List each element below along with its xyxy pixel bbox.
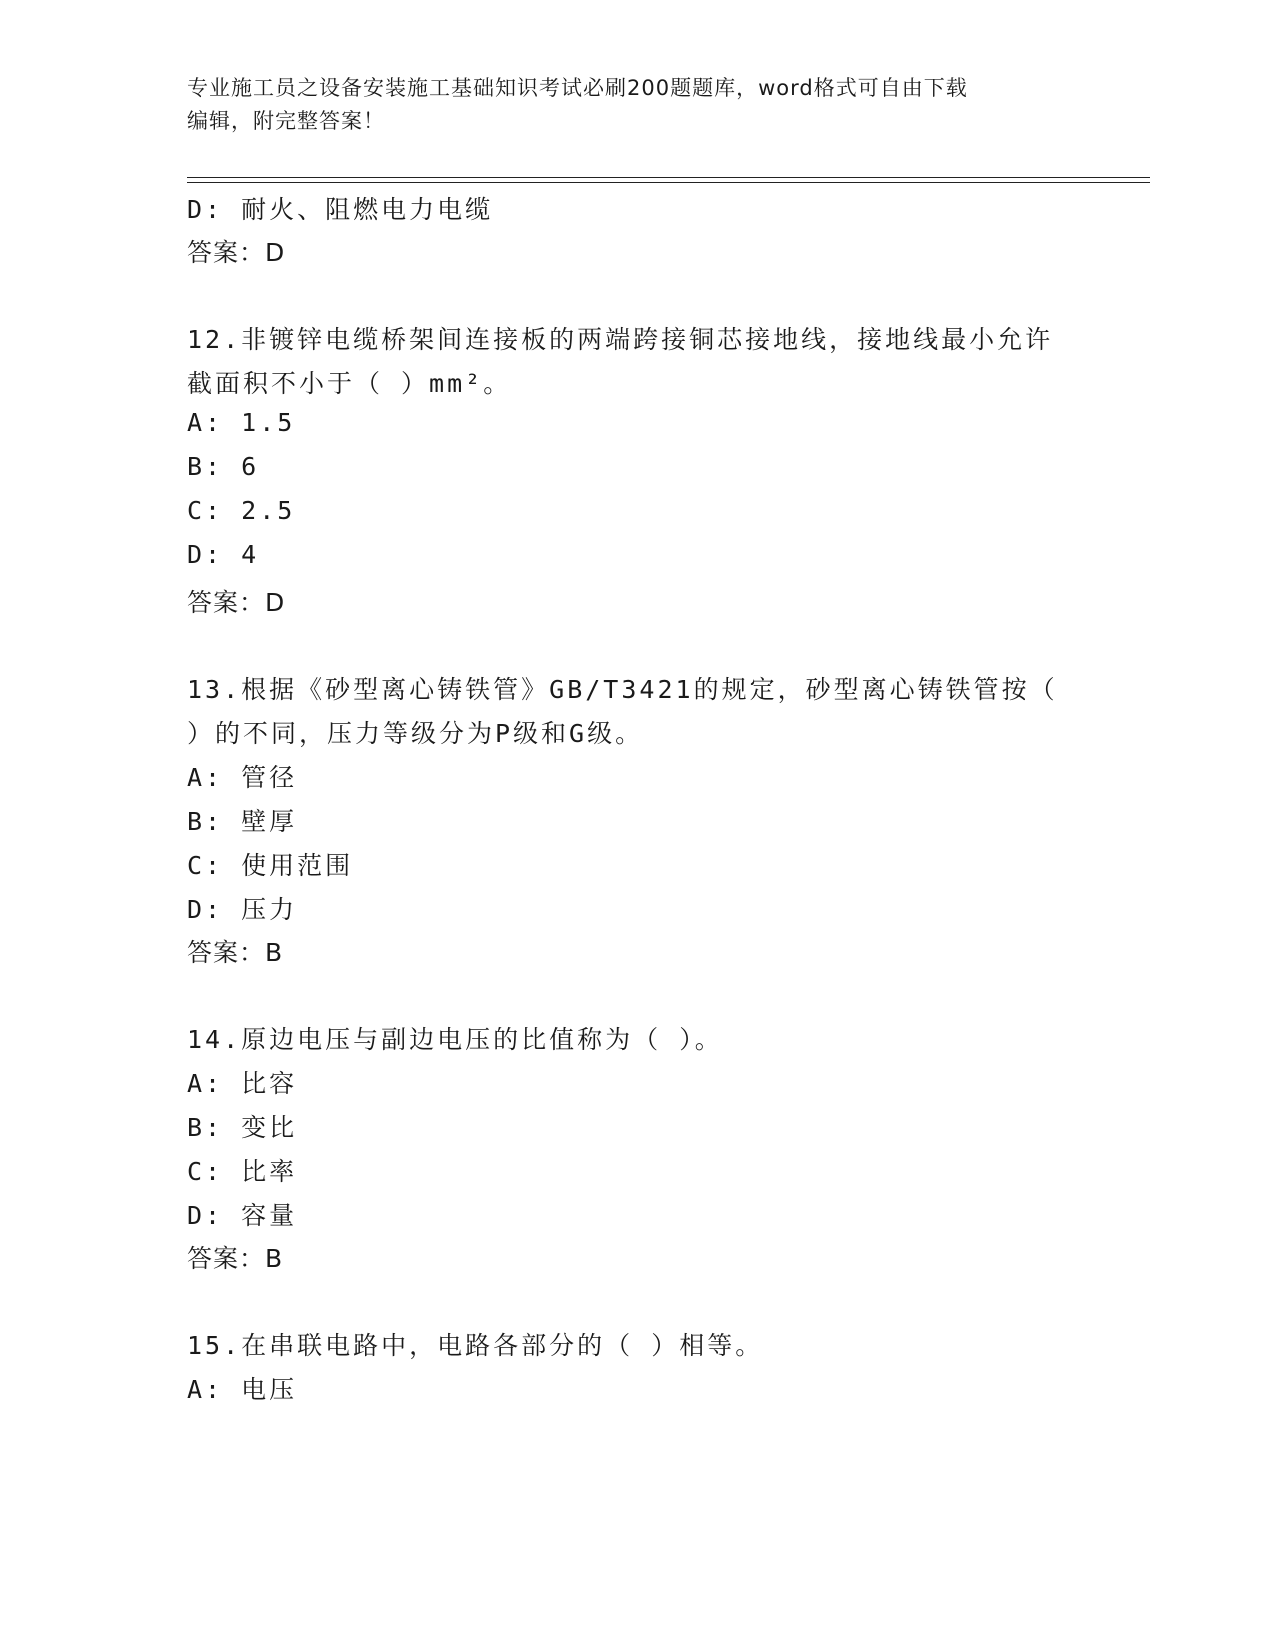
header-divider-bottom — [187, 182, 1150, 183]
q12-stem-line-1: 12.非镀锌电缆桥架间连接板的两端跨接铜芯接地线，接地线最小允许 — [187, 325, 1054, 354]
q15-stem-line-1: 15.在串联电路中，电路各部分的（ ）相等。 — [187, 1331, 764, 1360]
header-line-2: 编辑，附完整答案！ — [187, 109, 385, 133]
q11-option-d: D: 耐火、阻燃电力电缆 — [187, 195, 494, 224]
q13-option-a: A: 管径 — [187, 763, 298, 792]
q14-option-a: A: 比容 — [187, 1069, 298, 1098]
q12-stem-line-2: 截面积不小于（ ）mm²。 — [187, 369, 512, 398]
q13-stem-line-2: ）的不同，压力等级分为P级和G级。 — [187, 719, 644, 748]
header-divider-top — [187, 177, 1150, 178]
q13-option-b: B: 壁厚 — [187, 807, 298, 836]
q13-option-c: C: 使用范围 — [187, 851, 354, 880]
q13-stem-line-1: 13.根据《砂型离心铸铁管》GB/T3421的规定，砂型离心铸铁管按（ — [187, 675, 1058, 704]
q14-option-b: B: 变比 — [187, 1113, 298, 1142]
page-header — [187, 72, 1067, 138]
q14-option-d: D: 容量 — [187, 1201, 298, 1230]
q12-option-c: C: 2.5 — [187, 496, 296, 525]
q14-answer: 答案：B — [187, 1244, 284, 1273]
q12-answer: 答案：D — [187, 588, 286, 617]
header-line-1: 专业施工员之设备安装施工基础知识考试必刷200题题库，word格式可自由下载 — [187, 76, 968, 100]
q13-answer: 答案：B — [187, 938, 284, 967]
q12-option-a: A: 1.5 — [187, 408, 296, 437]
q15-option-a: A: 电压 — [187, 1375, 298, 1404]
q12-option-d: D: 4 — [187, 540, 260, 569]
q14-stem-line-1: 14.原边电压与副边电压的比值称为（ ）。 — [187, 1025, 723, 1054]
q13-option-d: D: 压力 — [187, 895, 298, 924]
q11-answer: 答案：D — [187, 238, 286, 267]
q12-option-b: B: 6 — [187, 452, 260, 481]
q14-option-c: C: 比率 — [187, 1157, 298, 1186]
